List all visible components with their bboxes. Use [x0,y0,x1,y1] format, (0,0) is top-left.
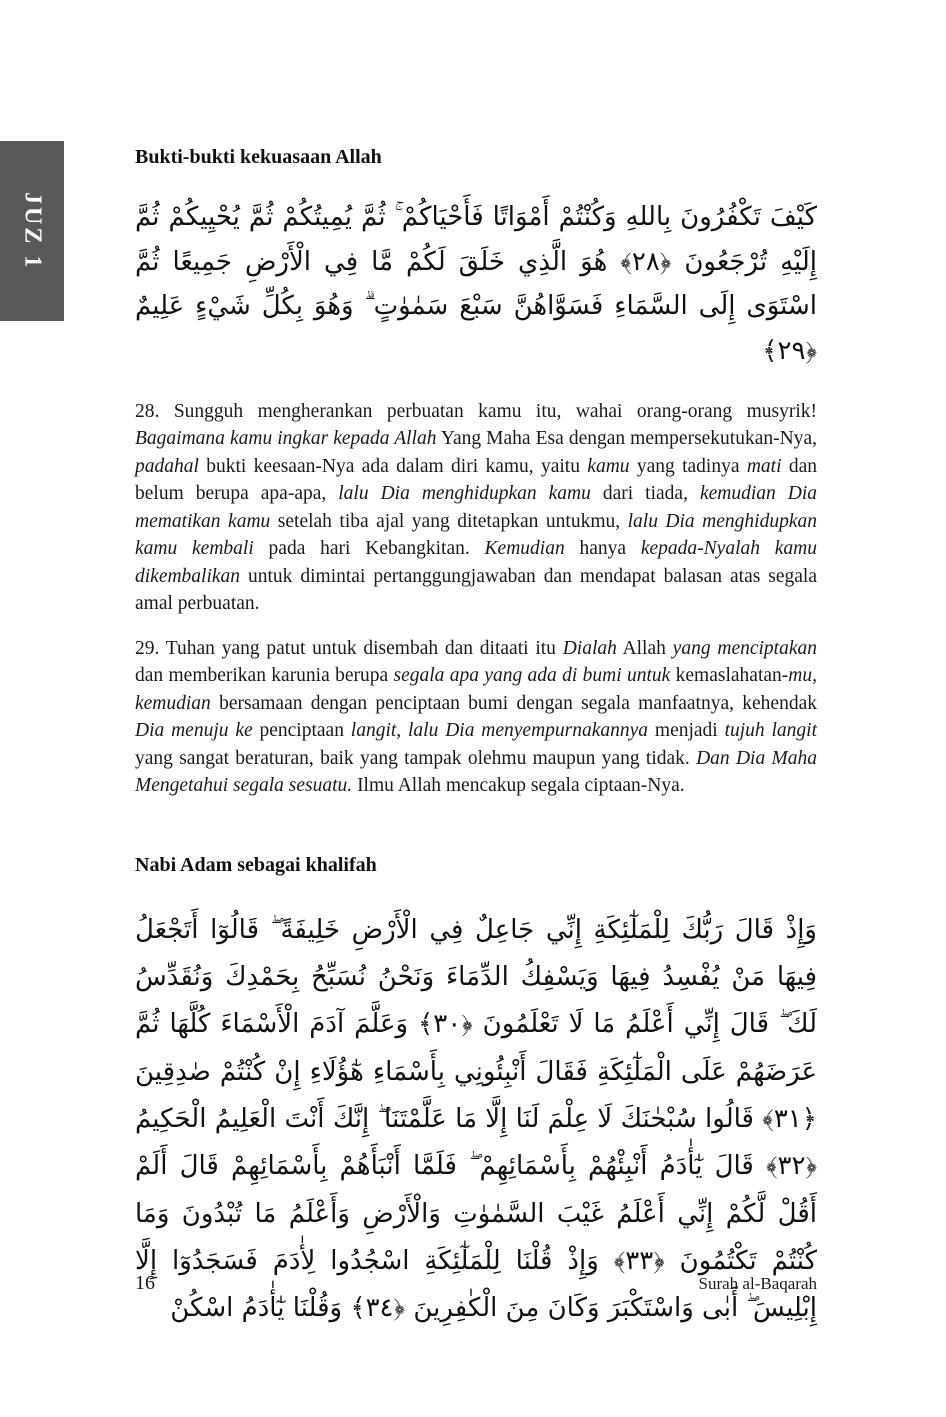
translation-italic-text: kepada-Nyalah kamu dikembalikan [135,538,818,587]
arabic-verses-30-35: وَإِذْ قَالَ رَبُّكَ لِلْمَلٰٓئِكَةِ إِنِّي جَاعِلٌ فِي الْأَرْضِ خَلِيفَةً ۖ قَالُوٓا أَتَجْعَلُ فِيهَا مَنْ يُفْسِدُ فِيهَا وَيَسْفِكُ الدِّمَاءَ وَنَحْنُ نُسَبِّحُ بِحَمْدِكَ وَنُقَدِّسُ لَكَ ۖ قَالَ إِنِّي أَعْلَمُ مَا لَا تَعْلَمُونَ ﴿٣٠﴾ وَعَلَّمَ آدَمَ الْأَسْمَاءَ كُلَّهَا ثُمَّ عَرَضَهُمْ عَلَى الْمَلٰٓئِكَةِ فَقَالَ أَنْبِئُونِي بِأَسْمَاءِ هٰٓؤُلَاءِ إِنْ كُنْتُمْ صٰدِقِينَ ﴿٣١﴾ قَالُوا سُبْحٰنَكَ لَا عِلْمَ لَنَا إِلَّا مَا عَلَّمْتَنَا ۖ إِنَّكَ أَنْتَ الْعَلِيمُ الْحَكِيمُ ﴿٣٢﴾ قَالَ يٰٓأٰدَمُ أَنْبِئْهُمْ بِأَسْمَائِهِمْ ۖ فَلَمَّا أَنْبَأَهُمْ بِأَسْمَائِهِمْ قَالَ أَلَمْ أَقُلْ لَّكُمْ إِنِّي أَعْلَمُ غَيْبَ السَّمٰوٰتِ وَالْأَرْضِ وَأَعْلَمُ مَا تُبْدُونَ وَمَا كُنْتُمْ تَكْتُمُونَ ﴿٣٣﴾ وَإِذْ قُلْنَا لِلْمَلٰٓئِكَةِ اسْجُدُوا لِأٰدَمَ فَسَجَدُوٓا إِلَّا إِبْلِيسَ ۖ أَبٰى وَاسْتَكْبَرَ وَكَانَ مِنَ الْكٰفِرِينَ ﴿٣٤﴾ وَقُلْنَا يٰٓأٰدَمُ اسْكُنْ [135,914,817,1324]
translation-plain-text: yang tadinya [629,455,747,477]
translation-italic-text: Bagaimana kamu ingkar kepada Allah [135,428,437,450]
translation-plain-text: Ilmu Allah mencakup segala ciptaan-Nya. [352,775,685,797]
translation-plain-text: pada hari Kebangkitan. [253,538,485,560]
translation-plain-text: dan belum berupa apa-apa, [135,455,817,505]
translation-italic-text: mu, kemudian [135,665,817,714]
translation-italic-text: segala apa yang ada di bumi untuk [393,665,671,687]
juz-tab-label: JUZ 1 [19,191,46,271]
page-footer [135,1272,817,1295]
translation-plain-text: setelah tiba ajal yang ditetapkan untukmu, [270,510,628,532]
translation-plain-text: dan memberikan karunia berupa [135,665,394,687]
translation-plain-text: Yang Maha Esa dengan mempersekutukan-Nya, [436,428,817,450]
translation-plain-text: 29. Tuhan yang patut untuk disembah dan ditaati itu [135,637,563,659]
translation-plain-text: bukti keesaan-Nya ada dalam diri kamu, yaitu [198,455,588,477]
arabic-verses-28-29: كَيْفَ تَكْفُرُونَ بِاللهِ وَكُنْتُمْ أَمْوَاتًا فَأَحْيَاكُمْ ۚ ثُمَّ يُمِيتُكُمْ ثُمَّ يُحْيِيكُمْ ثُمَّ إِلَيْهِ تُرْجَعُونَ ﴿٢٨﴾ هُوَ الَّذِي خَلَقَ لَكُمْ مَّا فِي الْأَرْضِ جَمِيعًا ثُمَّ اسْتَوَى إِلَى السَّمَاءِ فَسَوَّاهُنَّ سَبْعَ سَمٰوٰتٍ ۗ وَهُوَ بِكُلِّ شَيْءٍ عَلِيمٌ ﴿٢٩﴾ [135,202,818,367]
translation-italic-text: tujuh langit [724,720,817,742]
section-heading-bukti-kekuasaan: Bukti-bukti kekuasaan Allah [135,146,382,168]
page-number: 16 [135,1272,155,1294]
translation-italic-text: langit, lalu Dia menyempurnakannya [350,720,649,742]
translation-italic-text: lalu Dia menghidupkan kamu kembali [135,510,817,560]
translation-plain-text: hanya [564,538,641,560]
translation-plain-text: yang sangat beraturan, baik yang tampak olehmu maupun yang tidak. [135,747,697,769]
translation-plain-text: bersamaan dengan penciptaan bumi dengan segala manfaatnya, kehendak [210,692,817,714]
translation-italic-text: kamu [587,455,630,477]
translation-italic-text: mati [746,455,782,477]
translation-italic-text: lalu Dia menghidupkan kamu [338,483,591,505]
translation-plain-text: penciptaan [252,720,351,742]
translation-italic-text: Kemudian [484,538,565,560]
translation-italic-text: kemudian Dia mematikan kamu [135,483,817,532]
running-title: Surah al-Baqarah [698,1274,817,1293]
section-heading-nabi-adam: Nabi Adam sebagai khalifah [135,853,377,876]
translation-plain-text: menjadi [648,720,725,742]
translation-italic-text: Dan Dia Maha Mengetahui segala sesuatu. [135,747,817,797]
translation-plain-text: untuk dimintai pertanggungjawaban dan mendapat balasan atas segala amal perbuatan. [135,565,817,615]
translation-paragraph-29 [135,635,817,800]
translation-italic-text: Dialah [562,637,617,659]
translation-italic-text: Dia menuju ke [135,720,253,742]
translation-paragraph-28 [135,398,817,618]
translation-plain-text: 28. Sungguh mengherankan perbuatan kamu itu, wahai orang-orang musyrik! [135,400,817,422]
translation-plain-text: Allah [616,637,673,659]
juz-tab [0,141,64,321]
translation-italic-text: padahal [135,455,199,477]
translation-plain-text: kemaslahatan- [670,665,789,687]
translation-italic-text: yang menciptakan [672,637,817,659]
translation-plain-text: dari tiada, [590,483,700,505]
page-content [135,0,817,1332]
